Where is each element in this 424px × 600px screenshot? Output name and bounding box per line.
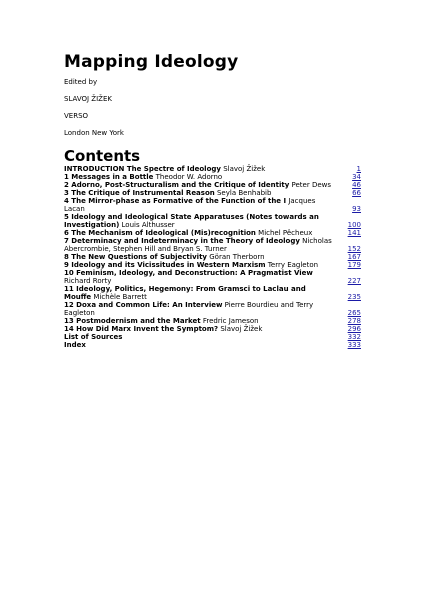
toc-entry bbox=[64, 301, 334, 317]
toc-entry-author: Peter Dews bbox=[291, 181, 332, 189]
toc-page-cell bbox=[334, 189, 361, 197]
toc-entry-author: Seyla Benhabib bbox=[216, 189, 272, 197]
toc-entry bbox=[64, 317, 334, 325]
document-page bbox=[64, 52, 364, 349]
toc-body bbox=[64, 165, 361, 349]
toc-page-link[interactable]: 296 bbox=[347, 325, 361, 333]
contents-heading: Contents bbox=[64, 147, 141, 165]
toc-entry bbox=[64, 189, 334, 197]
toc-entry-title: 5 Ideology and Ideological State Apparatuses (Notes towards an Investigation) bbox=[64, 213, 319, 229]
toc-page-cell bbox=[334, 341, 361, 349]
toc-page-cell bbox=[334, 301, 361, 317]
toc-entry-title: 2 Adorno, Post-Structuralism and the Critique of Identity bbox=[64, 181, 290, 189]
toc-entry-author: Michel Pêcheux bbox=[258, 229, 313, 237]
toc-entry-title: 7 Determinacy and Indeterminacy in the Theory of Ideology bbox=[64, 237, 300, 245]
toc-entry-author: Richard Rorty bbox=[64, 277, 112, 285]
toc-page-cell bbox=[334, 197, 361, 213]
toc-entry-title: 13 Postmodernism and the Market bbox=[64, 317, 201, 325]
toc-entry-title: 4 The Mirror-phase as Formative of the Function of the I bbox=[64, 197, 287, 205]
toc-page-cell bbox=[334, 317, 361, 325]
toc-page-cell bbox=[334, 325, 361, 333]
toc-entry bbox=[64, 261, 334, 269]
toc-entry-title: 6 The Mechanism of Ideological (Mis)recognition bbox=[64, 229, 256, 237]
toc-entry-title: 9 Ideology and its Vicissitudes in Western Marxism bbox=[64, 261, 266, 269]
toc-entry-title: INTRODUCTION The Spectre of Ideology bbox=[64, 165, 221, 173]
toc-entry-title: 1 Messages in a Bottle bbox=[64, 173, 154, 181]
publisher-name: VERSO bbox=[64, 112, 89, 120]
toc-entry-author: Pierre Bourdieu and Terry Eagleton bbox=[64, 301, 314, 317]
toc-entry-author: Michèle Barrett bbox=[93, 293, 147, 301]
toc-entry bbox=[64, 213, 334, 229]
toc-row bbox=[64, 317, 361, 325]
toc-row bbox=[64, 285, 361, 301]
toc-entry-title: 11 Ideology, Politics, Hegemony: From Gramsci to Laclau and Mouffe bbox=[64, 285, 306, 301]
toc-row bbox=[64, 261, 361, 269]
toc-entry-author: Theodor W. Adorno bbox=[155, 173, 223, 181]
toc-entry-author: Slavoj Žižek bbox=[223, 165, 266, 173]
toc-page-link[interactable]: 333 bbox=[347, 341, 361, 349]
toc-entry-title: 12 Doxa and Common Life: An Interview bbox=[64, 301, 223, 309]
toc-page-cell bbox=[334, 237, 361, 253]
toc-page-link[interactable]: 235 bbox=[347, 293, 361, 301]
toc-page-link[interactable]: 152 bbox=[347, 245, 361, 253]
toc-row bbox=[64, 325, 361, 333]
toc-page-cell bbox=[334, 181, 361, 189]
toc-page-link[interactable]: 93 bbox=[352, 205, 361, 213]
toc-entry bbox=[64, 237, 334, 253]
toc-entry-author: Louis Althusser bbox=[121, 221, 175, 229]
toc-entry-title: List of Sources bbox=[64, 333, 123, 341]
toc-row bbox=[64, 165, 361, 173]
toc-page-link[interactable]: 141 bbox=[347, 229, 361, 237]
toc-row bbox=[64, 341, 361, 349]
toc-entry-author: Terry Eagleton bbox=[267, 261, 319, 269]
table-of-contents bbox=[64, 165, 361, 349]
toc-row bbox=[64, 229, 361, 237]
toc-entry bbox=[64, 341, 334, 349]
toc-page-link[interactable]: 278 bbox=[347, 317, 361, 325]
toc-row bbox=[64, 237, 361, 253]
book-title: Mapping Ideology bbox=[64, 52, 239, 72]
toc-entry-author: Göran Therborn bbox=[209, 253, 265, 261]
toc-page-link[interactable]: 66 bbox=[352, 189, 361, 197]
toc-page-link[interactable]: 179 bbox=[347, 261, 361, 269]
toc-row bbox=[64, 173, 361, 181]
toc-row bbox=[64, 181, 361, 189]
toc-row bbox=[64, 213, 361, 229]
toc-entry-title: 8 The New Questions of Subjectivity bbox=[64, 253, 207, 261]
toc-page-cell bbox=[334, 173, 361, 181]
toc-page-link[interactable]: 265 bbox=[347, 309, 361, 317]
toc-page-cell bbox=[334, 269, 361, 285]
toc-entry bbox=[64, 285, 334, 301]
toc-entry bbox=[64, 229, 334, 237]
toc-page-cell bbox=[334, 213, 361, 229]
toc-entry bbox=[64, 197, 334, 213]
toc-page-link[interactable]: 332 bbox=[347, 333, 361, 341]
toc-page-link[interactable]: 227 bbox=[347, 277, 361, 285]
toc-entry bbox=[64, 325, 334, 333]
toc-entry-author: Jacques Lacan bbox=[64, 197, 316, 213]
toc-entry bbox=[64, 269, 334, 285]
toc-page-link[interactable]: 46 bbox=[352, 181, 361, 189]
toc-page-cell bbox=[334, 229, 361, 237]
toc-page-link[interactable]: 1 bbox=[356, 165, 361, 173]
toc-row bbox=[64, 269, 361, 285]
toc-entry bbox=[64, 173, 334, 181]
toc-entry-title: 14 How Did Marx Invent the Symptom? bbox=[64, 325, 219, 333]
toc-page-link[interactable]: 34 bbox=[352, 173, 361, 181]
toc-entry bbox=[64, 253, 334, 261]
toc-entry-title: Index bbox=[64, 341, 86, 349]
toc-entry-author: Fredric Jameson bbox=[202, 317, 259, 325]
toc-page-link[interactable]: 100 bbox=[347, 221, 361, 229]
toc-row bbox=[64, 197, 361, 213]
toc-page-cell bbox=[334, 165, 361, 173]
toc-entry-title: 3 The Critique of Instrumental Reason bbox=[64, 189, 215, 197]
editor-name: SLAVOJ ŽIŽEK bbox=[64, 95, 112, 103]
toc-entry bbox=[64, 333, 334, 341]
toc-page-link[interactable]: 167 bbox=[347, 253, 361, 261]
toc-row bbox=[64, 189, 361, 197]
toc-page-cell bbox=[334, 261, 361, 269]
toc-entry bbox=[64, 165, 334, 173]
toc-entry-title: 10 Feminism, Ideology, and Deconstruction: A Pragmatist View bbox=[64, 269, 313, 277]
edited-by-label: Edited by bbox=[64, 78, 98, 86]
toc-entry-author: Slavoj Žižek bbox=[220, 325, 263, 333]
toc-entry-author: Nicholas Abercrombie, Stephen Hill and Bryan S. Turner bbox=[64, 237, 332, 253]
toc-page-cell bbox=[334, 253, 361, 261]
toc-entry bbox=[64, 181, 334, 189]
toc-row bbox=[64, 333, 361, 341]
toc-page-cell bbox=[334, 333, 361, 341]
publisher-cities: London New York bbox=[64, 129, 124, 137]
toc-page-cell bbox=[334, 285, 361, 301]
toc-row bbox=[64, 253, 361, 261]
toc-row bbox=[64, 301, 361, 317]
